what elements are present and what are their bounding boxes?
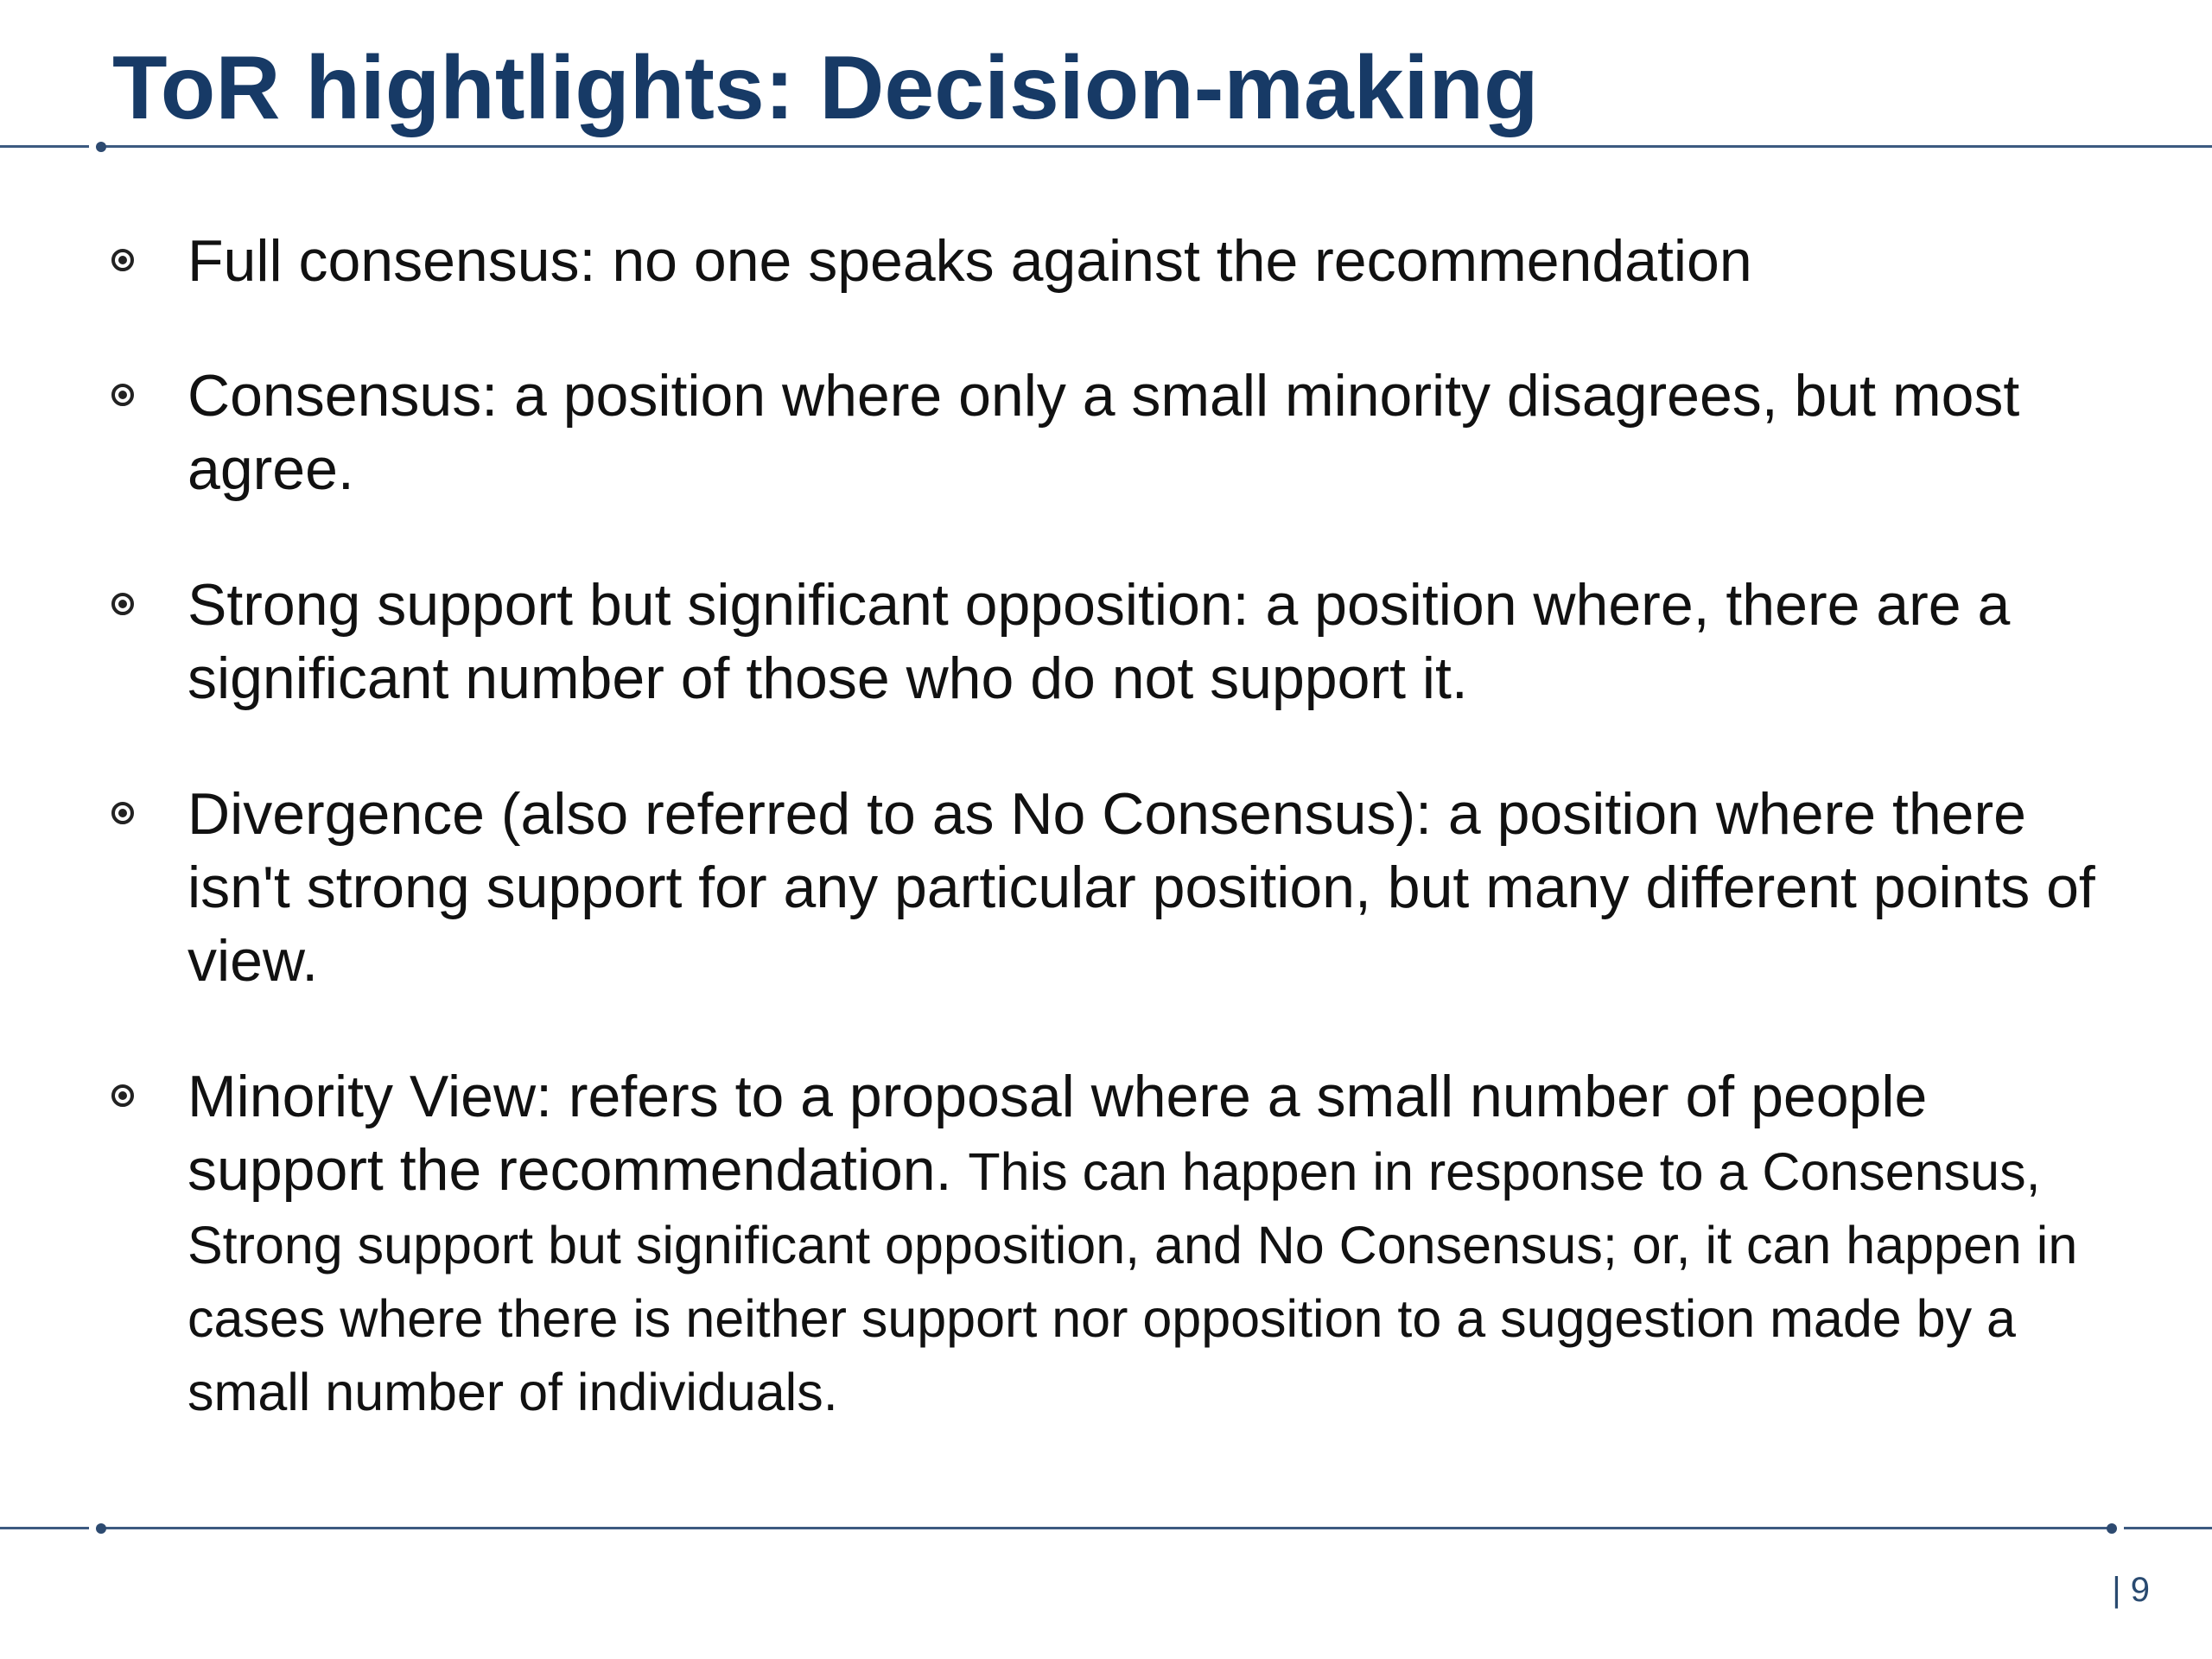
bullet-minority-view [188,1060,2132,1427]
bottom-divider [0,1527,2212,1529]
bottom-divider-left-dot [96,1523,106,1534]
bullet-text: Divergence (also referred to as No Consensus): a position where there isn't strong support for any particular position, but many different points of view. [188,781,2095,994]
bullet-strong-support [188,569,2132,715]
top-divider-dot [96,142,106,152]
radio-bullet-icon [111,802,134,824]
bullet-detail-text: This can happen in response to a Consensus, Strong support but significant opposition, and No Consensus; or, it can happen in cases where there is neither support nor opposition to a suggestion made by a small number of individuals. [188,1142,2078,1421]
bottom-divider-right-dot [2107,1523,2117,1534]
bullet-text: Strong support but significant opposition: a position where, there are a significant number of those who do not support it. [188,572,2011,711]
bullet-consensus [188,359,2132,506]
page-number: | 9 [2112,1571,2150,1609]
radio-bullet-icon [111,593,134,615]
top-divider [0,145,2212,148]
radio-bullet-icon [111,1084,134,1107]
radio-bullet-icon [111,249,134,271]
bullet-text: Minority View: refers to a proposal where a small number of people support the recommendation. [188,1064,1928,1203]
slide-title: ToR hightlights: Decision-making [112,38,1539,138]
radio-bullet-icon [111,384,134,406]
bullet-text: Full consensus: no one speaks against the recommendation [188,228,1752,294]
bullet-divergence [188,778,2132,998]
bullet-text: Consensus: a position where only a small minority disagrees, but most agree. [188,363,2020,502]
bullet-full-consensus [188,225,2132,298]
